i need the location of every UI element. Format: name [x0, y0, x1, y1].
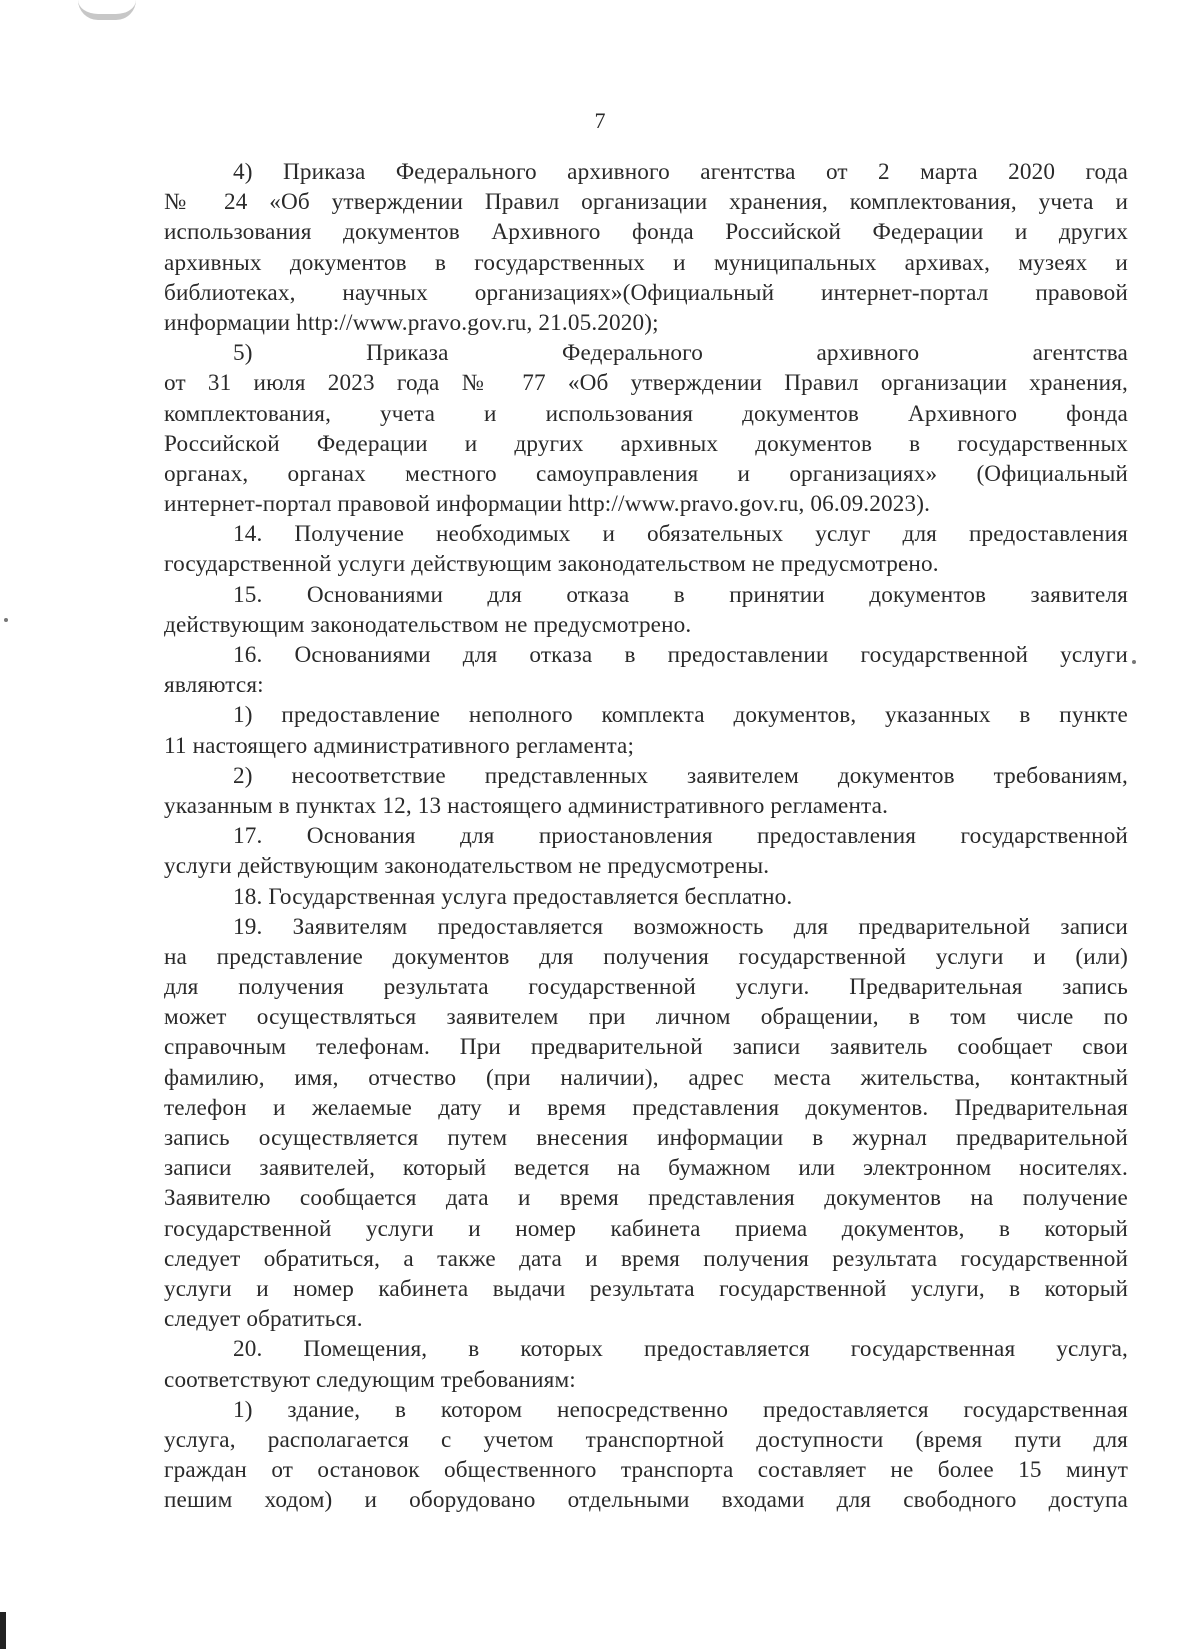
text-line: может осуществляться заявителем при личном обращении, в том числе по [164, 1004, 1128, 1031]
text-line: комплектования, учета и использования документов Архивного фонда [164, 400, 1128, 427]
text-line: 18. Государственная услуга предоставляется бесплатно. [233, 883, 793, 910]
text-line: 19. Заявителям предоставляется возможность для предварительной записи [233, 913, 1128, 940]
text-line: услуги и номер кабинета выдачи результата государственной услуги, в который [164, 1275, 1128, 1302]
text-line: 17. Основания для приостановления предоставления государственной [233, 823, 1128, 850]
scan-artifact [4, 618, 8, 622]
page-number: 7 [594, 108, 606, 133]
text-line: 14. Получение необходимых и обязательных услуг для предоставления [233, 521, 1128, 548]
text-line: записи заявителей, который ведется на бумажном или электронном носителях. [164, 1155, 1128, 1182]
text-line: библиотеках, научных организациях»(Официальный интернет-портал правовой [164, 279, 1128, 306]
text-line: действующим законодательством не предусмотрено. [164, 611, 692, 638]
text-line: государственной услуги и номер кабинета приема документов, в который [164, 1215, 1128, 1242]
text-line: 1) предоставление неполного комплекта документов, указанных в пункте [233, 702, 1128, 729]
text-line: 11 настоящего административного регламента; [164, 732, 635, 759]
text-line: услуги действующим законодательством не предусмотрены. [164, 853, 770, 880]
text-line: 16. Основаниями для отказа в предоставлении государственной услуги [233, 642, 1128, 668]
text-line: для получения результата государственной услуги. Предварительная запись [164, 974, 1128, 1001]
text-line: пешим ходом) и оборудовано отдельными входами для свободного доступа [164, 1487, 1128, 1514]
text-line: интернет-портал правовой информации http://www.pravo.gov.ru, 06.09.2023). [164, 491, 931, 518]
text-line: архивных документов в государственных и муниципальных архивах, музеях и [164, 249, 1128, 276]
text-line: государственной услуги действующим законодательством не предусмотрено. [164, 551, 939, 578]
text-line: органах, органах местного самоуправления и организациях» (Официальный [164, 460, 1128, 487]
text-line: № 24 «Об утверждении Правил организации хранения, комплектования, учета и [164, 189, 1128, 216]
text-line: Российской Федерации и других архивных документов в государственных [164, 430, 1128, 457]
text-line: запись осуществляется путем внесения информации в журнал предварительной [164, 1125, 1128, 1151]
text-line: использования документов Архивного фонда Российской Федерации и других [164, 219, 1128, 246]
text-line: 4) Приказа Федерального архивного агентства от 2 марта 2020 года [233, 159, 1128, 185]
text-line: указанным в пунктах 12, 13 настоящего административного регламента. [164, 792, 889, 819]
text-line: от 31 июля 2023 года № 77 «Об утверждении Правил организации хранения, [164, 370, 1128, 397]
text-line: 15. Основаниями для отказа в принятии документов заявителя [233, 581, 1128, 608]
text-line: фамилию, имя, отчество (при наличии), адрес места жительства, контактный [164, 1064, 1128, 1091]
text-line: 5) Приказа Федерального архивного агентства [233, 340, 1128, 367]
text-line: 20. Помещения, в которых предоставляется государственная услуга, [233, 1336, 1128, 1363]
text-line: телефон и желаемые дату и время представления документов. Предварительная [164, 1094, 1128, 1121]
document-body [164, 157, 1128, 1515]
text-line: услуга, располагается с учетом транспортной доступности (время пути для [164, 1426, 1128, 1453]
scan-artifact [1132, 660, 1136, 664]
scan-artifact [0, 1612, 6, 1649]
text-line: следует обратиться. [164, 1306, 363, 1333]
text-line: Заявителю сообщается дата и время представления документов на получение [164, 1185, 1128, 1212]
text-line: 1) здание, в котором непосредственно предоставляется государственная [233, 1396, 1128, 1423]
scan-artifact [78, 0, 136, 20]
text-line: являются: [164, 672, 264, 699]
text-line: граждан от остановок общественного транспорта составляет не более 15 минут [164, 1457, 1128, 1484]
text-line: информации http://www.pravo.gov.ru, 21.05.2020); [164, 309, 659, 336]
text-line: 2) несоответствие представленных заявителем документов требованиям, [233, 762, 1128, 789]
text-line: соответствуют следующим требованиям: [164, 1366, 576, 1393]
text-line: следует обратиться, а также дата и время получения результата государственной [164, 1245, 1128, 1272]
text-line: на представление документов для получения государственной услуги и (или) [164, 943, 1128, 970]
text-line: справочным телефонам. При предварительной записи заявитель сообщает свои [164, 1034, 1128, 1061]
